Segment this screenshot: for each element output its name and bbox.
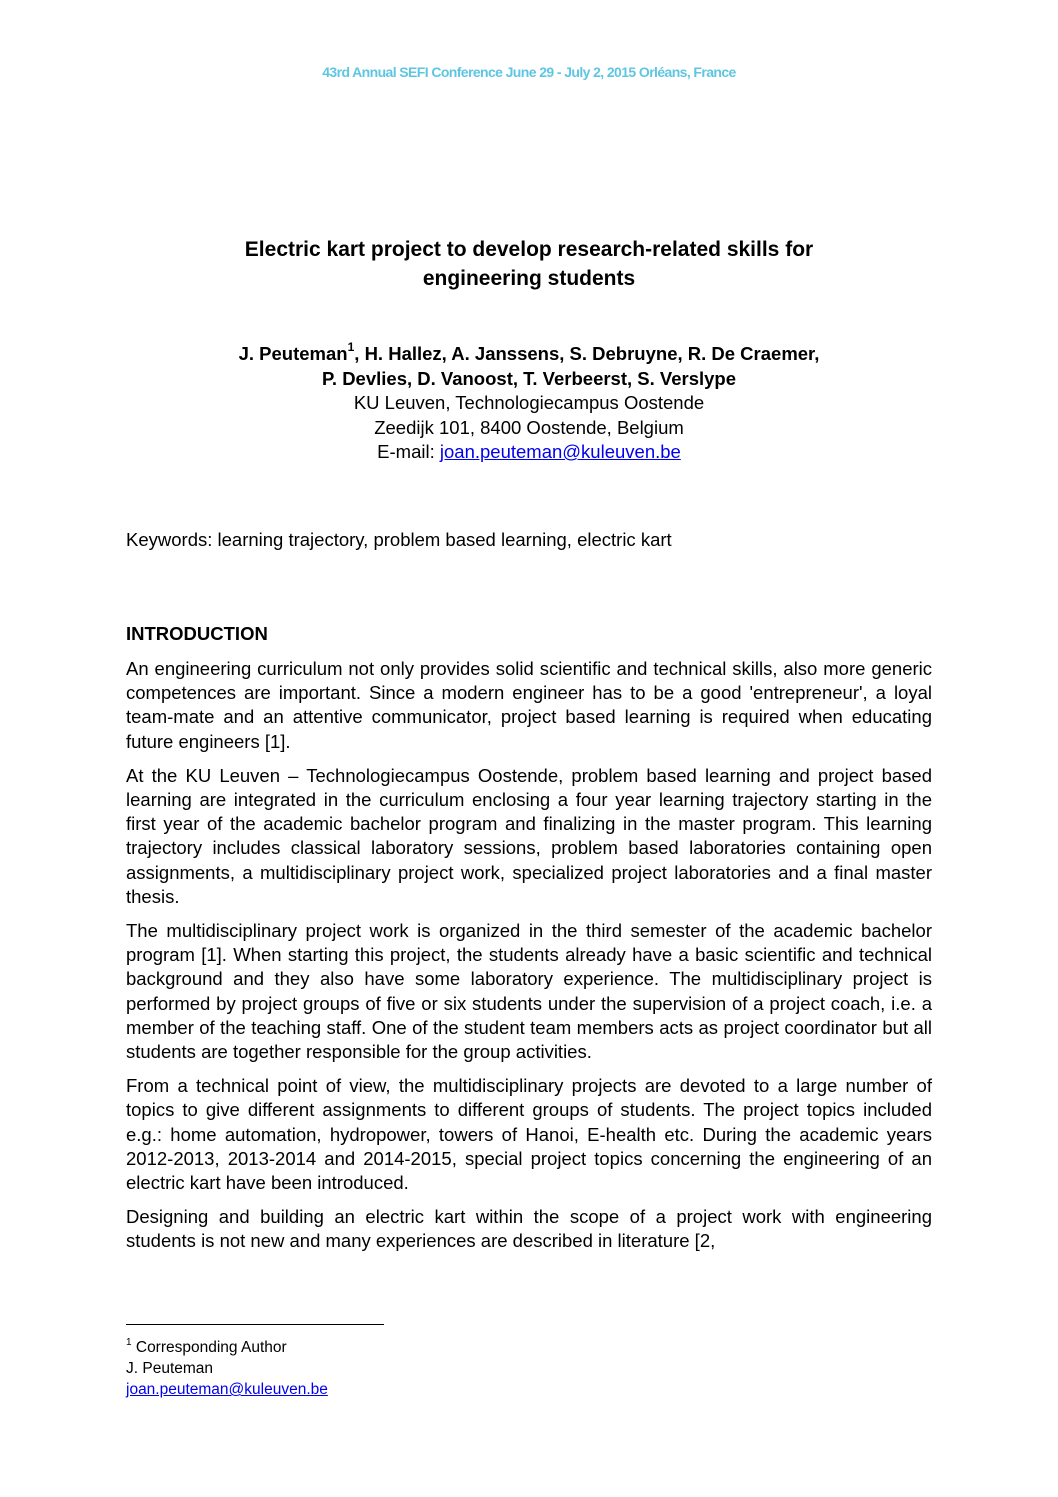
footnote-number: 1: [126, 1337, 132, 1348]
footnote-label: [126, 1333, 626, 1358]
author-block: [126, 339, 932, 465]
paragraph: The multidisciplinary project work is organized in the third semester of the academic bachelor program [1]. When starting this project, the students already have a basic scientific and technical background and they also have some laboratory experience. The multidisciplinary project is performed by project groups of five or six students under the supervision of a project coach, i.e. a member of the teaching staff. One of the student team members acts as project coordinator but all students are together responsible for the group activities.: [126, 920, 932, 1063]
paragraph: At the KU Leuven – Technologiecampus Oostende, problem based learning and project based learning are integrated in the curriculum enclosing a four year learning trajectory starting in the first year of the academic bachelor program and finalizing in the master program. This learning trajectory includes classical laboratory sessions, problem based laboratories containing open assignments, a multidisciplinary project work, specialized project laboratories and a final master thesis.: [126, 764, 932, 907]
footnote-name: J. Peuteman: [126, 1360, 214, 1378]
running-header: 43rd Annual SEFI Conference June 29 - July 2, 2015 Orléans, France: [322, 64, 736, 80]
keywords: Keywords: learning trajectory, problem based learning, electric kart: [126, 529, 672, 550]
author-line-2: P. Devlies, D. Vanoost, T. Verbeerst, S. Verslype: [321, 367, 737, 389]
section-heading-introduction: INTRODUCTION: [126, 623, 268, 644]
footnote-text: Corresponding Author: [131, 1339, 287, 1357]
title-line-2: engineering students: [422, 267, 636, 290]
introduction-body: [126, 657, 932, 1264]
author-email-link[interactable]: joan.peuteman@kuleuven.be: [439, 441, 681, 462]
email-line: [126, 440, 932, 465]
first-author: J. Peuteman: [238, 343, 348, 364]
footnote-marker: 1: [347, 339, 355, 354]
footnote: [126, 1333, 626, 1400]
paragraph: An engineering curriculum not only provides solid scientific and technical skills, also more generic competences are important. Since a modern engineer has to be a good 'entrepreneur', a loyal team-mate and an attentive communicator, project based learning is required when educating future engineers [1].: [126, 658, 932, 752]
paragraph: From a technical point of view, the multidisciplinary projects are devoted to a large number of topics to give different assignments to different groups of students. The project topics included e.g.: home automation, hydropower, towers of Hanoi, E-health etc. During the academic years 2012-2013, 2013-2014 and 2014-2015, special project topics concerning the engineering of an electric kart have been introduced.: [126, 1075, 932, 1194]
address: Zeedijk 101, 8400 Oostende, Belgium: [374, 416, 684, 438]
paper-title: [126, 235, 932, 293]
footnote-divider: [126, 1324, 384, 1325]
footnote-email-link[interactable]: joan.peuteman@kuleuven.be: [126, 1381, 328, 1399]
co-authors-1: , H. Hallez, A. Janssens, S. Debruyne, R. De Craemer,: [354, 343, 820, 364]
title-line-1: Electric kart project to develop research-related skills for: [244, 238, 814, 261]
email-label: E-mail:: [377, 441, 440, 462]
paragraph: Designing and building an electric kart within the scope of a project work with engineering students is not new and many experiences are described in literature [2,: [126, 1206, 932, 1252]
author-line-1: [126, 339, 932, 367]
affiliation: KU Leuven, Technologiecampus Oostende: [353, 392, 705, 413]
